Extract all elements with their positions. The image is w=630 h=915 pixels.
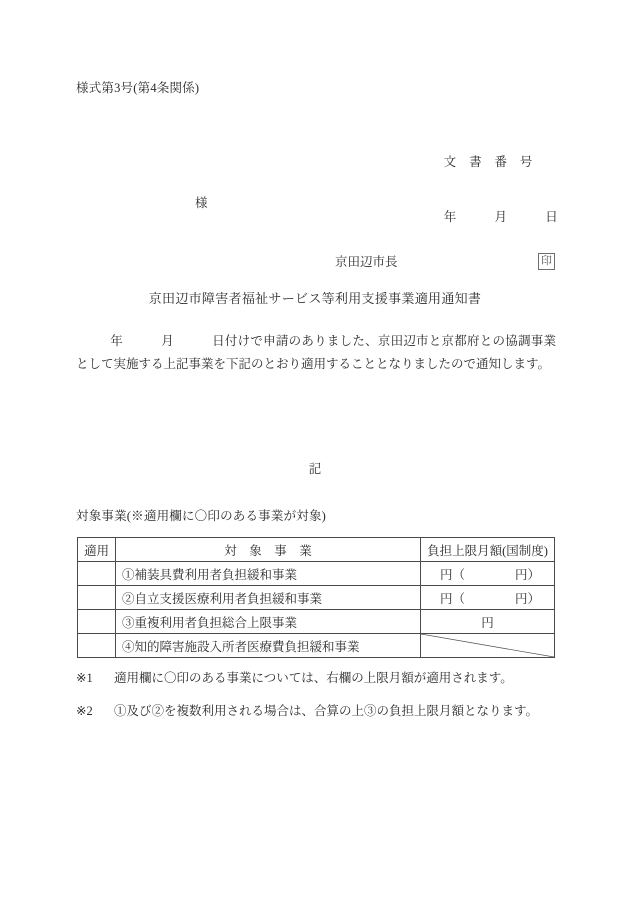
body-paragraph xyxy=(76,330,556,376)
footnote-item xyxy=(76,669,576,688)
document-meta-block xyxy=(444,118,558,263)
diagonal-strike-icon xyxy=(421,634,554,657)
amount-value-3: 円 xyxy=(481,615,494,630)
footnote-mark-1: ※1 xyxy=(76,671,93,685)
cell-apply-4[interactable] xyxy=(78,634,116,658)
cell-business-1: ①補装具費利用者負担緩和事業 xyxy=(116,562,421,586)
cell-apply-1[interactable] xyxy=(78,562,116,586)
issuer-block xyxy=(335,252,555,270)
footnote-mark-2: ※2 xyxy=(76,703,93,718)
cell-amount-4-struck xyxy=(421,634,555,658)
header-apply: 適用 xyxy=(78,538,116,562)
amount-value-1: 円（ 円） xyxy=(439,567,540,582)
header-target-business: 対 象 事 業 xyxy=(116,538,421,562)
seal-stamp-icon: 印 xyxy=(538,253,555,270)
cell-business-4: ④知的障害施設入所者医療費負担緩和事業 xyxy=(116,634,421,658)
document-number-label: 文 書 番 号 xyxy=(443,154,533,169)
table-row xyxy=(78,634,555,658)
table-row xyxy=(78,562,555,586)
amount-value-2: 円（ 円） xyxy=(439,591,540,606)
footnotes xyxy=(76,669,576,735)
body-paragraph-text: 年 月 日付けで申請のありました、京田辺市と京都府との協調事業として実施する上記事業を下記のとおり適用することとなりましたので通知します。 xyxy=(76,334,556,372)
footnote-text-1: 適用欄に〇印のある事業については、右欄の上限月額が適用されます。 xyxy=(114,671,513,685)
table-row xyxy=(78,610,555,634)
cell-amount-3[interactable] xyxy=(421,610,555,634)
target-business-table xyxy=(77,537,555,658)
footnote-text-2: ①及び②を複数利用される場合は、合算の上③の負担上限月額となります。 xyxy=(114,703,539,718)
cell-business-2: ②自立支援医療利用者負担緩和事業 xyxy=(116,586,421,610)
cell-apply-2[interactable] xyxy=(78,586,116,610)
table-row xyxy=(78,586,555,610)
document-date-label: 年 月 日 xyxy=(443,210,558,225)
recipient-honorific: 様 xyxy=(195,196,208,210)
cell-amount-1[interactable] xyxy=(421,562,555,586)
form-number: 様式第3号(第4条関係) xyxy=(76,81,200,95)
cell-business-3: ③重複利用者負担総合上限事業 xyxy=(116,610,421,634)
table-header-row xyxy=(78,538,555,562)
header-amount: 負担上限月額(国制度) xyxy=(421,538,555,562)
footnote-item xyxy=(76,702,576,721)
ki-marker: 記 xyxy=(308,462,322,476)
cell-apply-3[interactable] xyxy=(78,610,116,634)
cell-amount-2[interactable] xyxy=(421,586,555,610)
document-title: 京田辺市障害者福祉サービス等利用支援事業適用通知書 xyxy=(148,291,482,306)
issuer-name: 京田辺市長 xyxy=(335,255,398,269)
table-caption: 対象事業(※適用欄に〇印のある事業が対象) xyxy=(76,509,327,523)
